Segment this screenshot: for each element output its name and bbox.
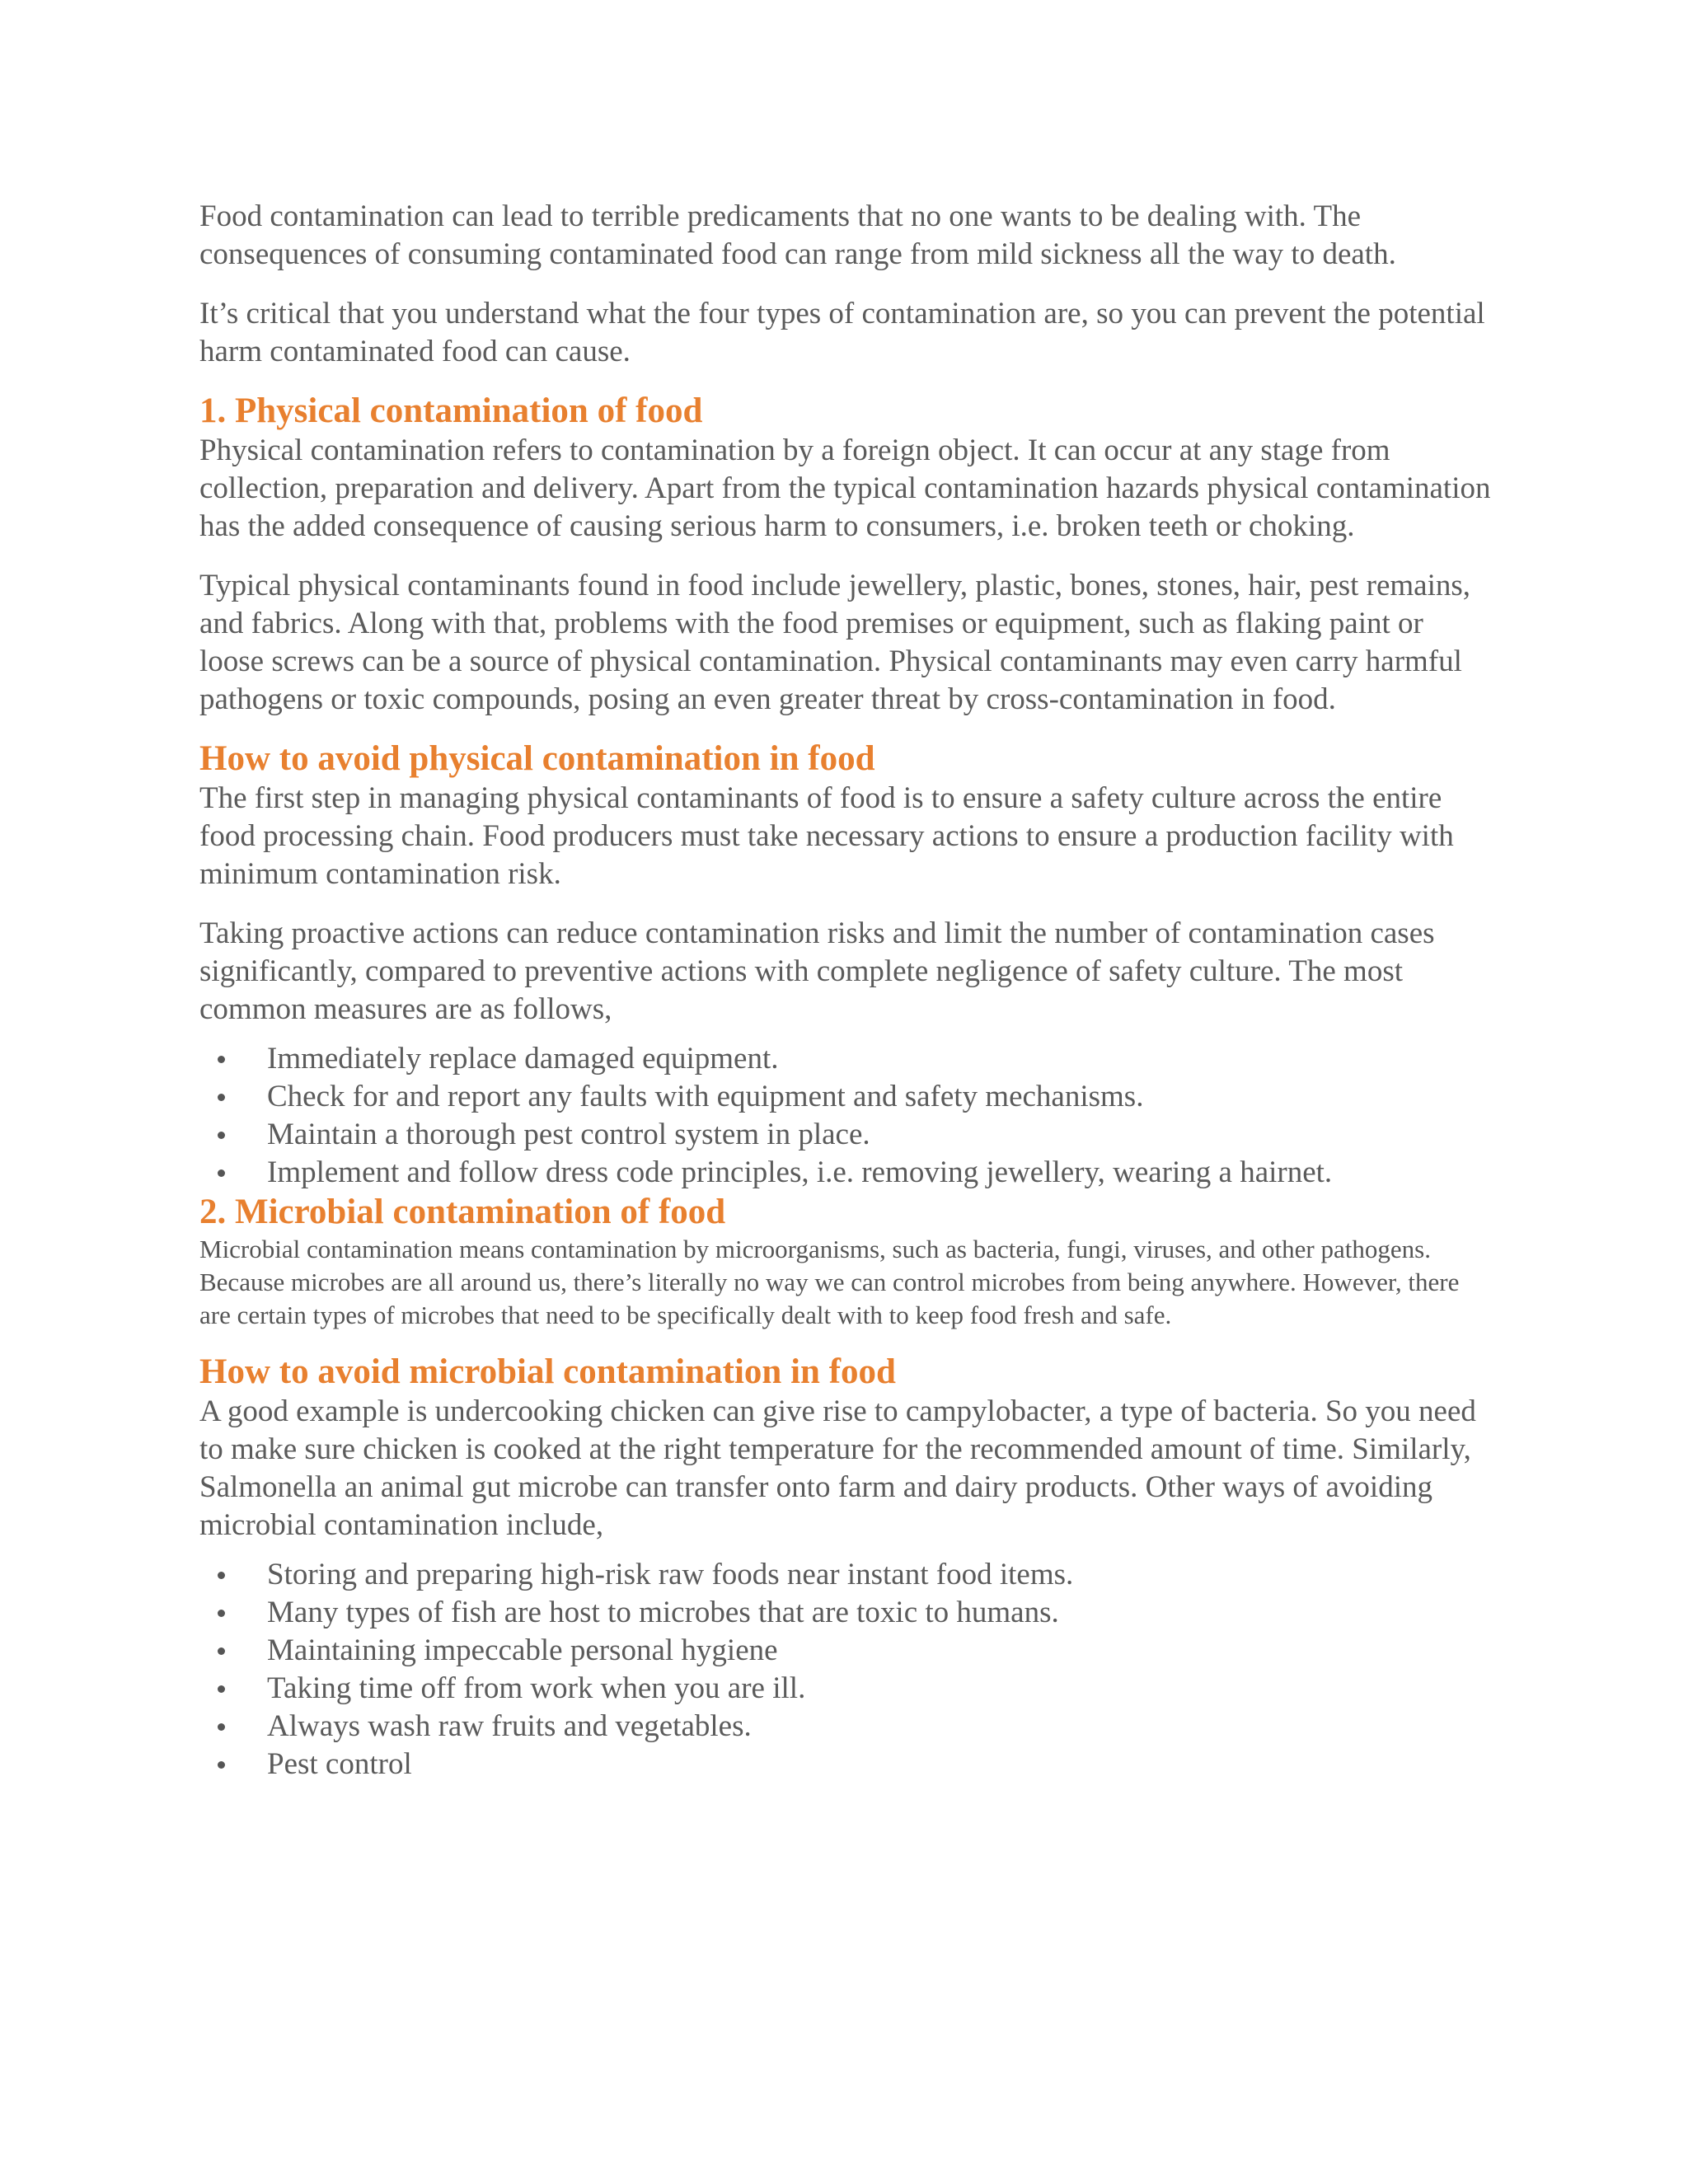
section-heading-avoid-microbial: How to avoid microbial contamination in food — [199, 1352, 896, 1391]
microbial-measures-list — [199, 1556, 1493, 1783]
intro-paragraph-1: Food contamination can lead to terrible predicaments that no one wants to be dealing with. The consequences of consuming contaminated food can range from mild sickness all the way to death. — [199, 199, 1396, 271]
bullet-icon — [218, 1723, 225, 1731]
list-item — [199, 1154, 1493, 1192]
bullet-icon — [218, 1685, 225, 1693]
list-item-text: Many types of fish are host to microbes that are toxic to humans. — [267, 1596, 1059, 1629]
list-item — [199, 1040, 1493, 1078]
intro-paragraph-2: It’s critical that you understand what the four types of contamination are, so you can prevent the potential harm contaminated food can cause. — [199, 297, 1485, 368]
list-item — [199, 1632, 1493, 1670]
list-item — [199, 1746, 1493, 1783]
list-item-text: Always wash raw fruits and vegetables. — [267, 1709, 752, 1743]
bullet-icon — [218, 1572, 225, 1579]
physical-contamination-paragraph-1: Physical contamination refers to contamination by a foreign object. It can occur at any stage from collection, preparation and delivery. Apart from the typical contamination hazards physical contamination has the added consequence of causing serious harm to consumers, i.e. broken teeth or choking. — [199, 434, 1491, 543]
list-item — [199, 1116, 1493, 1154]
bullet-icon — [218, 1647, 225, 1655]
bullet-icon — [218, 1610, 225, 1617]
list-item — [199, 1556, 1493, 1594]
list-item — [199, 1594, 1493, 1632]
bullet-icon — [218, 1094, 225, 1101]
list-item — [199, 1078, 1493, 1116]
physical-measures-list — [199, 1040, 1493, 1192]
avoid-physical-paragraph-1: The first step in managing physical contaminants of food is to ensure a safety culture across the entire food processing chain. Food producers must take necessary actions to ensure a production facility with minimum contamination risk. — [199, 781, 1454, 891]
list-item-text: Maintaining impeccable personal hygiene — [267, 1633, 778, 1667]
bullet-icon — [218, 1056, 225, 1063]
bullet-icon — [218, 1132, 225, 1139]
avoid-physical-paragraph-2: Taking proactive actions can reduce contamination risks and limit the number of contamination cases significantly, compared to preventive actions with complete negligence of safety culture. The most common measures are as follows, — [199, 916, 1435, 1026]
list-item-text: Pest control — [267, 1747, 412, 1781]
section-heading-avoid-physical: How to avoid physical contamination in food — [199, 739, 875, 778]
list-item-text: Taking time off from work when you are ill. — [267, 1671, 806, 1705]
section-heading-physical-contamination: 1. Physical contamination of food — [199, 391, 703, 430]
microbial-contamination-paragraph-1: Microbial contamination means contamination by microorganisms, such as bacteria, fungi, viruses, and other pathogens. Because microbes are all around us, there’s literally no way we can control microbes from being anywhere. However, there are certain types of microbes that need to be specifically dealt with to keep food fresh and safe. — [199, 1235, 1460, 1329]
list-item — [199, 1708, 1493, 1746]
list-item-text: Immediately replace damaged equipment. — [267, 1042, 779, 1076]
list-item-text: Implement and follow dress code principles, i.e. removing jewellery, wearing a hairnet. — [267, 1155, 1333, 1189]
list-item-text: Storing and preparing high-risk raw foods near instant food items. — [267, 1558, 1074, 1591]
bullet-icon — [218, 1169, 225, 1177]
list-item — [199, 1670, 1493, 1708]
list-item-text: Check for and report any faults with equipment and safety mechanisms. — [267, 1080, 1144, 1113]
section-heading-microbial-contamination: 2. Microbial contamination of food — [199, 1193, 726, 1231]
list-item-text: Maintain a thorough pest control system in place. — [267, 1118, 870, 1151]
bullet-icon — [218, 1761, 225, 1769]
physical-contamination-paragraph-2: Typical physical contaminants found in food include jewellery, plastic, bones, stones, hair, pest remains, and fabrics. Along with that, problems with the food premises or equipment, such as flaking paint or loose screws can be a source of physical contamination. Physical contaminants may even carry harmful pathogens or toxic compounds, posing an even greater threat by cross-contamination in food. — [199, 569, 1471, 716]
document-page — [199, 198, 1493, 1783]
avoid-microbial-paragraph-1: A good example is undercooking chicken can give rise to campylobacter, a type of bacteria. So you need to make sure chicken is cooked at the right temperature for the recommended amount of time. Similarly, Salmonella an animal gut microbe can transfer onto farm and dairy products. Other ways of avoiding microbial contamination include, — [199, 1394, 1476, 1542]
